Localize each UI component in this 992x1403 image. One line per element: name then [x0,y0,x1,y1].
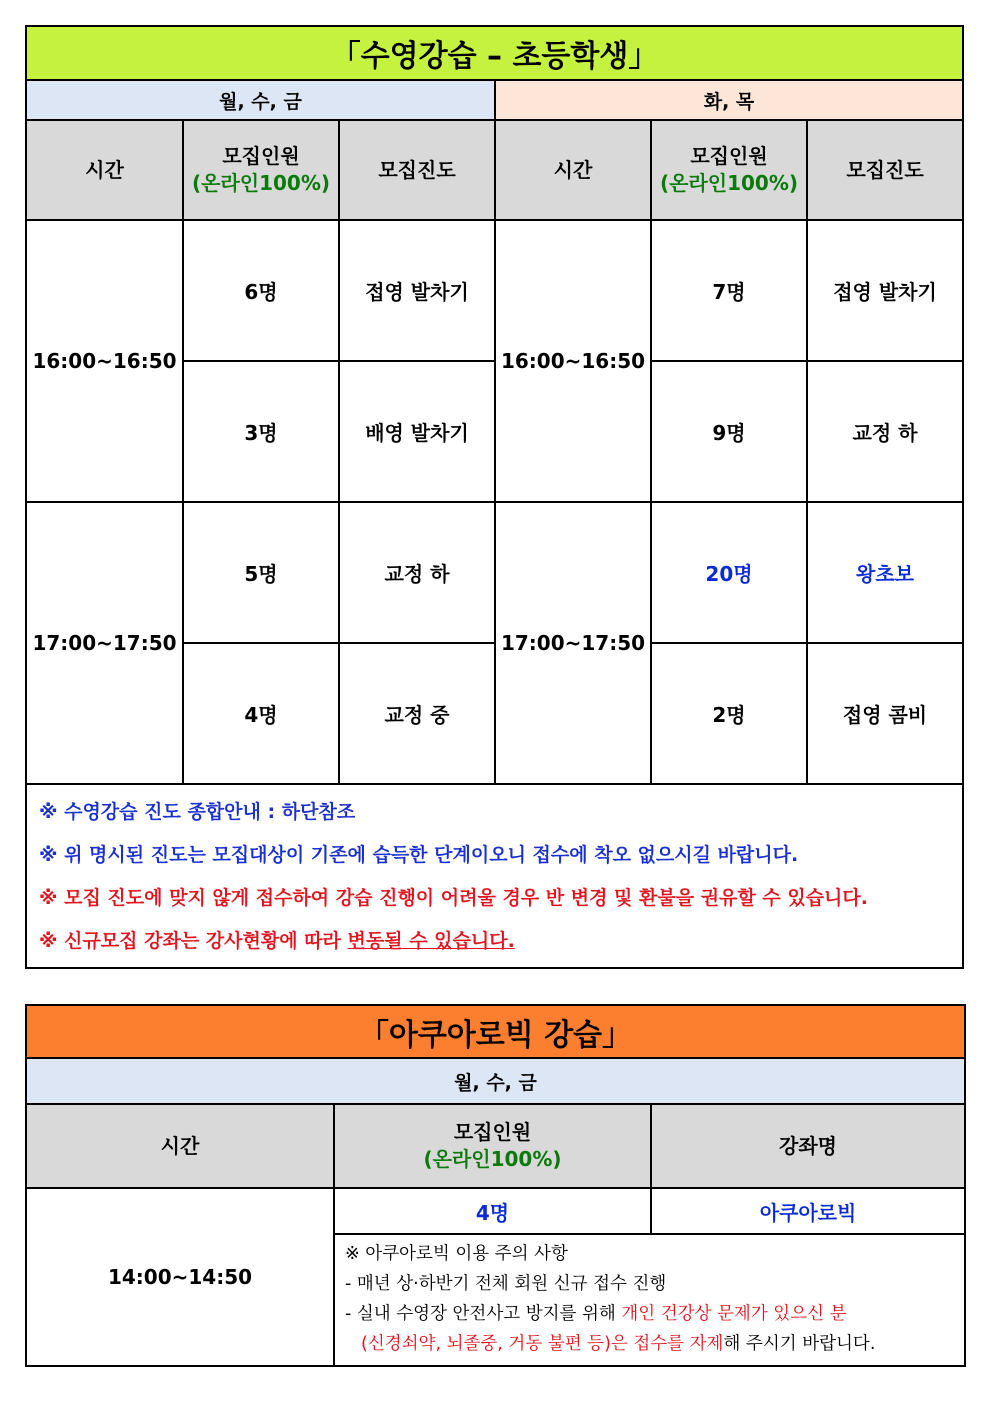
days-tue-thu: 화, 목 [495,80,963,120]
class-level: 접영 발차기 [339,220,495,361]
class-level: 접영 콤비 [807,643,963,784]
recruit-count: 4명 [183,643,339,784]
aqua-days: 월, 수, 금 [26,1058,965,1104]
class-level: 교정 중 [339,643,495,784]
class-level-highlight: 왕초보 [807,502,963,643]
time-slot: 16:00~16:50 [26,220,183,502]
aqua-info-line [345,1329,954,1359]
recruit-count: 5명 [183,502,339,643]
aqua-info-warning: 개인 건강상 문제가 있으신 분 [621,1304,847,1324]
recruit-count: 3명 [183,361,339,502]
note-line-last [39,920,952,963]
note-line: ※ 수영강습 진도 종합안내 : 하단참조 [39,801,356,823]
note-line: ※ 모집 진도에 맞지 않게 접수하여 강습 진행이 어려울 경우 반 변경 및 환불을 권유할 수 있습니다. [39,887,868,909]
aqua-header-recruit [334,1104,651,1188]
header-recruit-label: 모집인원 [690,144,768,168]
header-time: 시간 [26,120,183,220]
aqua-info-text: - 실내 수영장 안전사고 방지를 위해 [345,1304,622,1324]
swim-title: 「수영강습 – 초등학생」 [26,26,963,80]
note-prefix: ※ 신규모집 강좌는 강사현황에 따라 [39,930,348,952]
header-online-label: (온라인100%) [191,171,331,195]
recruit-count: 6명 [183,220,339,361]
header-recruit-label: 모집인원 [222,144,300,168]
aqua-header-course: 강좌명 [651,1104,965,1188]
aqua-header-online-label: (온라인100%) [423,1147,562,1171]
aqua-info-text: 해 주시기 바랍니다. [723,1334,876,1354]
time-slot: 16:00~16:50 [495,220,651,502]
time-slot: 17:00~17:50 [26,502,183,784]
aqua-course-name: 아쿠아로빅 [651,1188,965,1234]
aqua-info-title: ※ 아쿠아로빅 이용 주의 사항 [345,1244,568,1264]
time-slot: 17:00~17:50 [495,502,651,784]
header-recruit [651,120,807,220]
note-underlined: 변동될 수 있습니다. [347,930,515,952]
aqua-info-line [345,1299,954,1329]
note-line: ※ 위 명시된 진도는 모집대상이 기존에 습득한 단계이오니 접수에 착오 없으시길 바랍니다. [39,844,799,866]
class-level: 교정 하 [339,502,495,643]
header-recruit [183,120,339,220]
aqua-time-slot: 14:00~14:50 [26,1188,334,1366]
aqua-recruit-count: 4명 [334,1188,651,1234]
aqua-info-line: - 매년 상·하반기 전체 회원 신규 접수 진행 [345,1274,667,1294]
aqua-title: 「아쿠아로빅 강습」 [26,1005,965,1058]
class-level: 교정 하 [807,361,963,502]
recruit-count: 9명 [651,361,807,502]
swim-schedule-table [25,25,964,969]
class-level: 접영 발차기 [807,220,963,361]
aqua-info [334,1234,965,1366]
notes-section [26,784,963,968]
aqua-schedule-table [25,1004,966,1367]
aqua-header-recruit-label: 모집인원 [453,1120,532,1144]
aqua-info-warning: (신경쇠약, 뇌졸중, 거동 불편 등)은 접수를 자제 [361,1334,724,1354]
header-time: 시간 [495,120,651,220]
class-level: 배영 발차기 [339,361,495,502]
recruit-count-highlight: 20명 [651,502,807,643]
recruit-count: 7명 [651,220,807,361]
days-mon-wed-fri: 월, 수, 금 [26,80,495,120]
aqua-header-time: 시간 [26,1104,334,1188]
header-progress: 모집진도 [339,120,495,220]
recruit-count: 2명 [651,643,807,784]
header-progress: 모집진도 [807,120,963,220]
header-online-label: (온라인100%) [659,171,799,195]
